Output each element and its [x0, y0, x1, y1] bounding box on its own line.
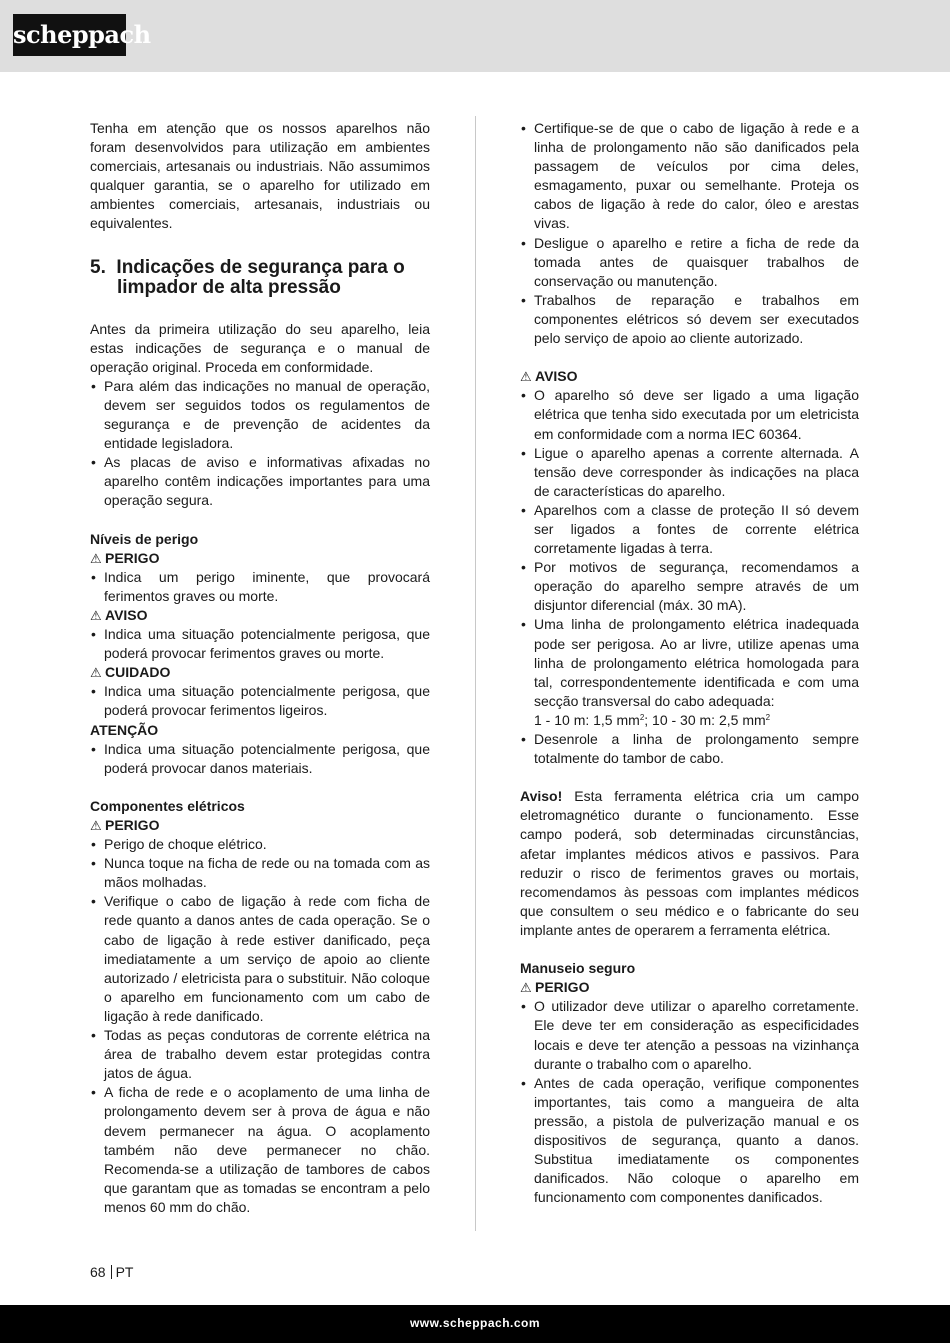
- section-intro: Antes da primeira utilização do seu aparelho, leia estas indicações de segurança e o manual de operação original. Proceda em conformidade.: [90, 320, 430, 375]
- list-item: • Perigo de choque elétrico.: [90, 835, 430, 854]
- warning-triangle-icon: ⚠: [90, 550, 102, 566]
- list-item: • Desligue o aparelho e retire a ficha de rede da tomada antes de quaisquer trabalhos de conservação ou manutenção.: [520, 234, 859, 291]
- list-item: • As placas de aviso e informativas afixadas no aparelho contêm indicações importantes para uma operação segura.: [90, 453, 430, 510]
- list-item: • Ligue o aparelho apenas a corrente alternada. A tensão deve corresponder às indicações na placa de características do aparelho.: [520, 444, 859, 501]
- manuseio-perigo-label: ⚠ PERIGO: [520, 978, 859, 997]
- componentes-heading: Componentes elétricos: [90, 797, 245, 814]
- intro-paragraph: Tenha em atenção que os nossos aparelhos não foram desenvolvidos para utilização em ambientes comerciais, artesanais ou industriais. Não assumimos qualquer garantia, se o aparelho for utilizado em ambientes comerciais, artesanais, industriais ou equivalentes.: [90, 120, 430, 232]
- emf-warning-paragraph: Aviso! Esta ferramenta elétrica cria um campo eletromagnético durante o funcionamento. Esse campo poderá, sob determinadas circunstâncias, afetar implantes médicos ativos e passivos. Para reduzir o risco de ferimentos graves ou mortais, recomendamos às pessoas com implantes médicos que consultem o seu médico e o fabricante do seu implante antes de operarem a ferramenta elétrica.: [520, 788, 859, 938]
- warning-triangle-icon: ⚠: [520, 369, 532, 385]
- warning-triangle-icon: ⚠: [90, 607, 102, 623]
- page-number: 68: [90, 1264, 106, 1280]
- warning-triangle-icon: ⚠: [90, 818, 102, 833]
- list-item: • Indica uma situação potencialmente perigosa, que poderá provocar ferimentos graves ou morte.: [90, 625, 430, 663]
- aviso-label: ⚠ AVISO: [520, 367, 859, 386]
- list-item: • Indica uma situação potencialmente perigosa, que poderá provocar ferimentos ligeiros.: [90, 682, 430, 720]
- list-item: • Todas as peças condutoras de corrente elétrica na área de trabalho devem estar protegidas contra jatos de água.: [90, 1026, 430, 1083]
- atencao-label: ATENÇÃO: [90, 721, 159, 738]
- list-item: • Para além das indicações no manual de operação, devem ser seguidos todos os regulamentos de segurança e de prevenção de acidentes da entidade legisladora.: [90, 377, 430, 453]
- warning-triangle-icon: ⚠: [520, 980, 532, 996]
- list-item: • Trabalhos de reparação e trabalhos em componentes elétricos só devem ser executados pelo serviço de apoio ao cliente autorizado.: [520, 291, 859, 348]
- section-heading: [90, 258, 430, 298]
- manuseio-bullets: [520, 997, 859, 1207]
- footer-band: [0, 1305, 950, 1343]
- perigo-label: ⚠ PERIGO: [90, 549, 430, 568]
- website-url: www.scheppach.com: [409, 1316, 541, 1330]
- aviso-bullets: [520, 386, 859, 768]
- warning-triangle-icon: ⚠: [90, 665, 102, 681]
- aviso-label: ⚠ AVISO: [90, 606, 430, 625]
- scheppach-logo: scheppach: [13, 14, 126, 56]
- list-item: • Uma linha de prolongamento elétrica inadequada pode ser perigosa. Ao ar livre, utilize apenas uma linha de prolongamento elétrica homologada para tal, correspondentemente identificada e com uma secção transversal do cabo adequada: 1 - 10 m: 1,5 $mm^2$; 10 - 30 m: 2,5 $mm^2$: [520, 615, 859, 730]
- list-item: • A ficha de rede e o acoplamento de uma linha de prolongamento devem ser à prova de água e não devem permanecer na água. O acoplamento também não deve permanecer no chão. Recomenda-se a utilização de tambores de cabos que garantam que as tomadas se encontram a pelo menos 60 mm do chão.: [90, 1083, 430, 1217]
- list-item: • Desenrole a linha de prolongamento sempre totalmente do tambor de cabo.: [520, 730, 859, 768]
- section-bullets: [90, 377, 430, 511]
- page-language: PT: [115, 1264, 134, 1280]
- cuidado-label: ⚠ CUIDADO: [90, 663, 430, 682]
- list-item: • O aparelho só deve ser ligado a uma ligação elétrica que tenha sido executada por um eletricista em conformidade com a norma IEC 60364.: [520, 386, 859, 443]
- column-divider: [475, 116, 476, 1231]
- list-item: • Nunca toque na ficha de rede ou na tomada com as mãos molhadas.: [90, 854, 430, 892]
- page-footer: [90, 1264, 133, 1280]
- list-item: • Antes de cada operação, verifique componentes importantes, tais como a mangueira de alta pressão, a pistola de pulverização manual e os dispositivos de segurança, quanto a danos. Substitua imediatamente os componentes danificados. Não coloque o aparelho em funcionamento com componentes danificados.: [520, 1074, 859, 1208]
- list-item: • O utilizador deve utilizar o aparelho corretamente. Ele deve ter em consideração as especificidades locais e deve ter atenção a pessoas na vizinhança durante o trabalho com o aparelho.: [520, 997, 859, 1073]
- list-item: • Por motivos de segurança, recomendamos a operação do aparelho sempre através de um disjuntor diferencial (máx. 30 mA).: [520, 558, 859, 615]
- componentes-perigo-label: ⚠ PERIGO: [90, 816, 430, 835]
- manuseio-heading: Manuseio seguro: [520, 960, 636, 977]
- list-item: • Indica uma situação potencialmente perigosa, que poderá provocar danos materiais.: [90, 740, 430, 778]
- list-item: • Indica um perigo iminente, que provocará ferimentos graves ou morte.: [90, 568, 430, 606]
- top-bullets: [520, 119, 859, 348]
- list-item: • Verifique o cabo de ligação à rede com ficha de rede quanto a danos antes de cada operação. Se o cabo de ligação à rede estiver danificado, peça imediatamente a um serviço de apoio ao cliente autorizado / eletricista para o substituir. Não coloque o aparelho em funcionamento com um cabo de ligação à rede danificado.: [90, 892, 430, 1026]
- componentes-bullets: [90, 835, 430, 1217]
- section-number: 5.: [90, 256, 106, 278]
- list-item: • Certifique-se de que o cabo de ligação à rede e a linha de prolongamento não são danificados pela passagem de veículos por cima deles, esmagamento, puxar ou semelhante. Proteja os cabos de ligação à rede do calor, óleo e arestas vivas.: [520, 119, 859, 234]
- section-title: Indicações de segurança para o limpador de alta pressão: [116, 256, 405, 298]
- footer-separator: [111, 1265, 112, 1279]
- right-column: [520, 119, 859, 1207]
- niveis-heading: Níveis de perigo: [90, 530, 199, 547]
- list-item: • Aparelhos com a classe de proteção II só devem ser ligados a fontes de corrente elétrica corretamente ligadas à terra.: [520, 501, 859, 558]
- left-column: [90, 119, 430, 1217]
